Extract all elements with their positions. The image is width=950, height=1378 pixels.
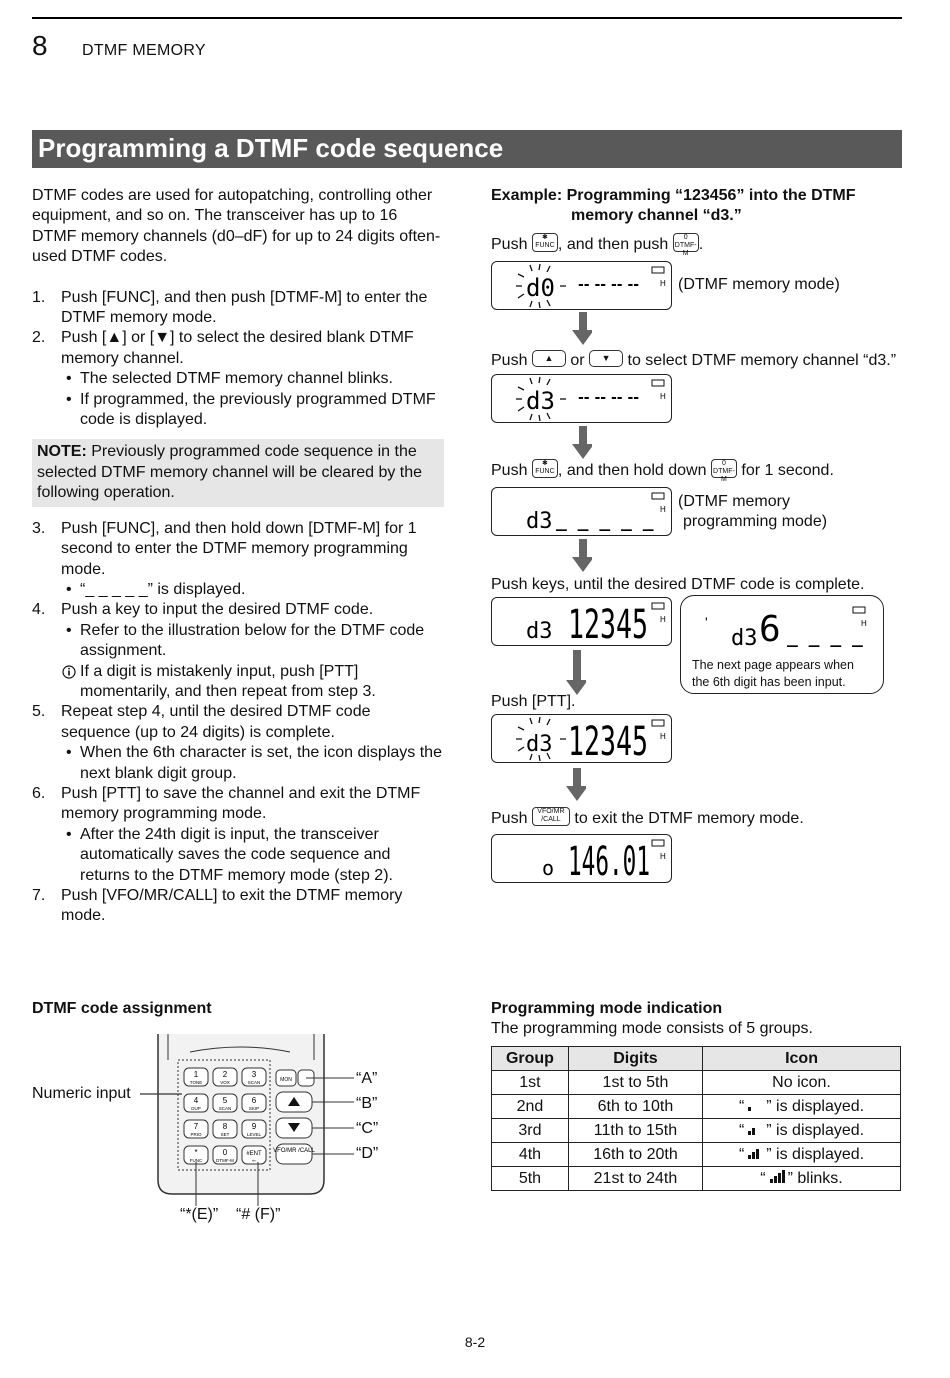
keypad-key [242,1146,266,1164]
svg-text:SCAN: SCAN [247,1080,261,1085]
header-rule [32,17,902,19]
group-cell: 4th [492,1143,569,1167]
step-text: Push [FUNC], and then hold down [DTMF-M] for 1 second to enter the DTMF memory programming mode. [61,519,417,578]
bullet-icon: • [66,580,72,598]
svg-text:': ' [705,614,708,630]
table-row [492,1071,901,1095]
lcd-frequency [491,834,672,883]
step-text: Push [PTT] to save the channel and exit the DTMF memory programming mode. [61,784,421,823]
keypad-key [242,1120,266,1138]
step-item [32,519,444,580]
bullet-icon: • [66,370,72,388]
step-number: 3. [32,519,46,537]
keypad-key [184,1094,208,1112]
group-cell: 5th [492,1167,569,1191]
step-number: 6. [32,784,46,802]
label-b: “B” [356,1095,378,1112]
example-title-line2: memory channel “d3.” [571,207,742,225]
svg-text:*: * [194,1148,198,1157]
numeric-input-label: Numeric input [32,1085,131,1102]
programming-mode-subtitle: The programming mode consists of 5 groups. [491,1020,813,1037]
keypad-illustration [130,1030,390,1206]
chapter-number: 8 [32,30,48,61]
table-row [492,1095,901,1119]
keypad-key [213,1120,237,1138]
svg-text:d3: d3 [526,619,553,644]
digits-cell: 21st to 24th [568,1167,702,1191]
keypad-key [184,1120,208,1138]
step-number: 2. [32,329,46,347]
svg-text:DTMF-M: DTMF-M [216,1158,234,1163]
table-header-cell: Icon [703,1047,901,1071]
svg-text:TONE: TONE [189,1080,203,1085]
group-cell: 2nd [492,1095,569,1119]
svg-text:VOX: VOX [220,1080,230,1085]
lcd-d3-saved [491,714,672,763]
battery-icon [652,720,664,726]
memory-mode-caption: (DTMF memory mode) [678,276,840,293]
steps-list-a [32,288,444,431]
digits-cell: 11th to 15th [568,1119,702,1143]
push-ptt-text: Push [PTT]. [491,693,576,710]
step-number: 1. [32,288,46,306]
down-arrow-icon [572,539,592,573]
lcd-sixth-digit: 6 [759,609,781,649]
next-page-note: The next page appears when the 6th digit has been input. [692,658,854,689]
svg-text:SCAN: SCAN [218,1106,232,1111]
svg-text:1: 1 [193,1070,199,1079]
section-title: Programming a DTMF code sequence [32,130,902,168]
keypad-key [242,1094,266,1112]
svg-text:4: 4 [193,1096,199,1105]
label-f: “# (F)” [236,1206,281,1223]
push-text: Push [491,236,528,253]
step-text: Push [VFO/MR/CALL] to exit the DTMF memory mode. [61,887,403,925]
down-arrow-icon [572,312,592,346]
vfo-key-icon: VFO/MR /CALL [532,807,570,826]
digits-cell: 6th to 10th [568,1095,702,1119]
svg-text:DUP: DUP [191,1106,201,1111]
lcd-code-digits: 12345 [568,602,648,644]
svg-text:o: o [542,856,555,880]
icon-cell: “ ” is displayed. [703,1119,901,1143]
step-text: Push a key to input the desired DTMF code. [61,601,374,619]
group-cell: 1st [492,1071,569,1095]
code-assignment-title: DTMF code assignment [32,1000,212,1017]
func-key-icon: ✱ FUNC [532,459,558,478]
table-row [492,1167,901,1191]
keypad-key [213,1094,237,1112]
example-step-1: Push ✱ FUNC , and then push 0 DTMF-M . [491,234,704,258]
lcd-channel-d0: d0 [526,274,555,302]
bullet-icon: • [66,390,72,408]
svg-text:d3: d3 [526,732,553,757]
keypad-key [242,1068,266,1086]
svg-text:LEVEL: LEVEL [246,1132,262,1137]
svg-text:PRIO: PRIO [190,1132,202,1137]
bullet-icon: • [66,621,72,639]
svg-text:2: 2 [222,1070,228,1079]
step-subitem: • The selected DTMF memory channel blinks. [32,369,444,389]
step-text: Push [▲] or [▼] to select the desired blank DTMF memory channel. [61,329,414,367]
down-key-icon: ▼ [589,350,623,367]
svg-text:5: 5 [222,1096,228,1105]
svg-text:⇐: ⇐ [252,1158,256,1163]
svg-text:FUNC: FUNC [189,1158,203,1163]
icon-cell: “ ” is displayed. [703,1143,901,1167]
battery-icon [652,493,664,499]
keypad-key [184,1068,208,1086]
step-item [32,886,444,927]
lcd-underscores: _ _ _ _ _ [556,511,654,532]
programming-mode-title: Programming mode indication [491,1000,723,1017]
lcd-channel-d3: d3 [526,387,555,415]
step-subitem: • “_ _ _ _ _” is displayed. [32,580,444,600]
table-header-cell: Digits [568,1047,702,1071]
step-item [32,288,444,329]
svg-text:d3: d3 [526,509,553,534]
func-key-icon: ✱ FUNC [532,233,558,252]
svg-text:H: H [861,619,867,628]
up-key-icon: ▲ [532,350,566,367]
bullet-icon: • [66,744,72,762]
example-step-4: Push keys, until the desired DTMF code is complete. [491,576,865,593]
table-header-row [492,1047,901,1071]
svg-text:H: H [660,279,666,288]
lcd-d3-select [491,374,672,423]
note-text: Previously programmed code sequence in the selected DTMF memory channel will be cleared by the following operation. [37,443,423,502]
label-e: “*(E)” [180,1206,219,1223]
step-subitem: • When the 6th character is set, the icon displays the next blank digit group. [66,744,442,782]
lcd-d0 [491,261,672,310]
label-d: “D” [356,1145,379,1162]
step-subitem: • After the 24th digit is input, the transceiver automatically saves the code sequence and returns to the DTMF memory mode (step 2). [66,825,393,884]
chapter-title: DTMF MEMORY [82,42,206,59]
step-item [32,702,444,743]
icon-cell: “ ” is displayed. [703,1095,901,1119]
signal-bars-icon [746,1097,764,1111]
keypad-key [184,1146,208,1164]
svg-text:3: 3 [251,1070,257,1079]
instructions-column [32,186,444,927]
svg-text:VFO/MR /CALL: VFO/MR /CALL [273,1148,315,1154]
example-step-2: Push ▲ or ▼ to select DTMF memory channel “d3.” [491,352,897,369]
table-row [492,1119,901,1143]
svg-text:H: H [660,732,666,741]
svg-text:#ENT: #ENT [246,1151,262,1157]
digits-cell: 16th to 20th [568,1143,702,1167]
example-step-5: Push VFO/MR /CALL to exit the DTMF memory mode. [491,808,804,827]
down-arrow-icon [566,650,586,696]
battery-icon [853,607,865,613]
svg-text:_ _ _ _: _ _ _ _ [787,627,863,648]
svg-text:H: H [660,505,666,514]
icon-cell: No icon. [703,1071,901,1095]
label-c: “C” [356,1120,379,1137]
svg-text:H: H [660,392,666,401]
step-number: 7. [32,887,46,904]
battery-icon [652,380,664,386]
dtmfm-key-icon: 0 DTMF-M [673,233,699,252]
svg-text:-- -- -- --: -- -- -- -- [578,390,640,406]
info-icon [62,665,76,679]
page-number: 8-2 [464,1334,486,1350]
digits-cell: 1st to 5th [568,1071,702,1095]
signal-bars-icon [768,1169,786,1183]
lcd-freq-digits: 146.01 [568,839,650,881]
example-title [491,186,856,227]
battery-icon [652,267,664,273]
programming-mode-caption: (DTMF memory programming mode) [678,493,828,531]
example-step-3: Push ✱ FUNC , and then hold down 0 DTMF-M for 1 second. [491,460,834,484]
example-title-line1: Example: Programming “123456” into the DTMF [491,187,856,204]
keypad-key [213,1068,237,1086]
signal-bars-icon [746,1121,764,1135]
table-row [492,1143,901,1167]
svg-text:6: 6 [251,1096,257,1105]
table-header-cell: Group [492,1047,569,1071]
step-number: 5. [32,703,46,721]
svg-text:MON: MON [280,1077,292,1083]
step-subitem: • If programmed, the previously programmed DTMF code is displayed. [66,390,436,429]
down-arrow-icon [566,768,586,802]
step-subitem: • Refer to the illustration below for the DTMF code assignment. [66,621,425,660]
label-a: “A” [356,1070,378,1087]
icon-cell: “ ” blinks. [703,1167,901,1191]
note-box [32,439,444,506]
svg-text:H: H [660,852,666,861]
down-arrow-icon [572,426,592,460]
svg-text:d3: d3 [731,626,758,649]
steps-list-b [32,519,444,927]
step-item [32,784,444,825]
bullet-icon: • [66,825,72,843]
lcd-d3-next-page [691,601,871,649]
lcd-dashes: -- -- -- -- [578,277,640,293]
svg-text:7: 7 [193,1122,199,1131]
svg-text:9: 9 [251,1122,257,1131]
svg-text:8: 8 [222,1122,228,1131]
svg-text:0: 0 [222,1148,228,1157]
step-item [32,600,444,620]
battery-icon [652,840,664,846]
step-item [32,328,444,369]
keypad-key [213,1146,237,1164]
svg-text:12345: 12345 [568,719,648,761]
step-text: Push [FUNC], and then push [DTMF-M] to enter the DTMF memory mode. [61,288,428,327]
battery-icon [652,603,664,609]
signal-bars-icon [746,1145,764,1159]
svg-text:SET: SET [220,1132,230,1137]
dtmfm-key-icon: 0 DTMF-M [711,459,737,478]
lcd-d3-programming [491,487,672,536]
step-text: Repeat step 4, until the desired DTMF code sequence (up to 24 digits) is complete. [61,703,371,741]
lcd-d3-code [491,597,672,646]
group-cell: 3rd [492,1119,569,1143]
note-label: NOTE: [37,443,87,461]
and-then-push-text: , and then push [557,236,669,253]
next-page-callout [680,595,884,694]
intro-paragraph: DTMF codes are used for autopatching, controlling other equipment, and so on. The transceiver has up to 16 DTMF memory channels (d0–dF) for up to 24 digits often-used DTMF codes. [32,187,441,266]
svg-text:SKIP: SKIP [248,1106,260,1111]
svg-text:H: H [660,615,666,624]
step-tip: If a digit is mistakenly input, push [PTT] momentarily, and then repeat from step 3. [32,662,444,703]
programming-mode-table [491,1046,901,1191]
step-number: 4. [32,601,46,619]
